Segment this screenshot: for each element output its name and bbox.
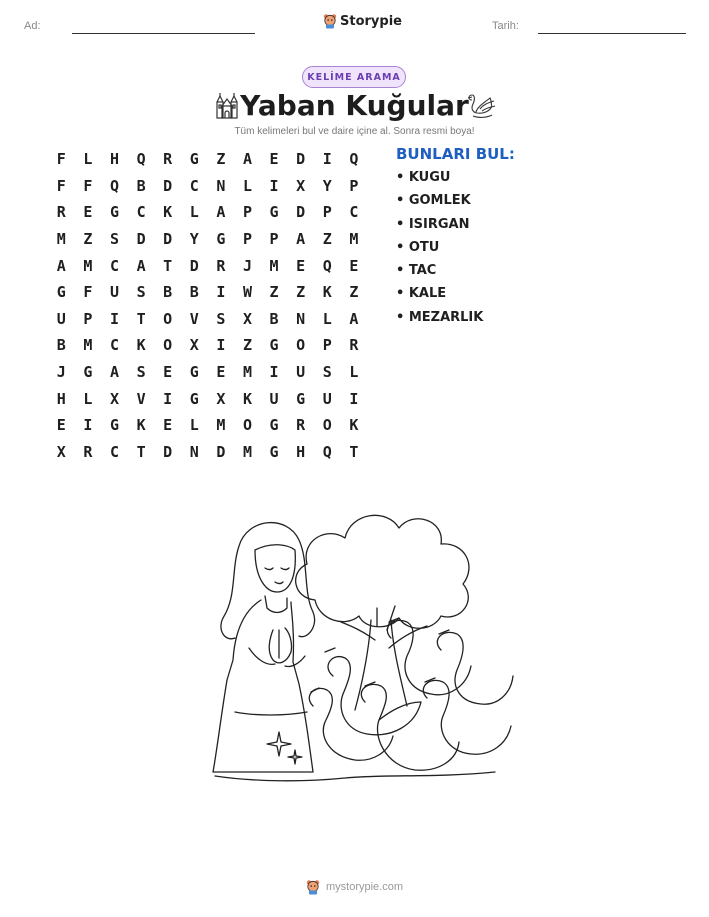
- grid-row: [48, 439, 367, 466]
- grid-letter[interactable]: Q: [322, 442, 332, 461]
- grid-letter[interactable]: D: [163, 176, 173, 195]
- grid-letter[interactable]: M: [269, 256, 279, 275]
- grid-row: [48, 226, 367, 253]
- tree-canopy: [296, 515, 469, 628]
- grid-letter[interactable]: G: [216, 230, 226, 249]
- grid-letter[interactable]: X: [189, 336, 199, 355]
- word-list: [396, 170, 483, 333]
- girl-dress: [213, 600, 313, 772]
- grid-letter[interactable]: N: [296, 309, 306, 328]
- grid-letter[interactable]: P: [83, 309, 93, 328]
- grid-letter[interactable]: L: [242, 176, 252, 195]
- grid-letter[interactable]: X: [296, 176, 306, 195]
- grid-letter[interactable]: S: [216, 309, 226, 328]
- grid-letter[interactable]: S: [136, 363, 146, 382]
- grid-letter[interactable]: Z: [216, 150, 226, 169]
- grid-letter[interactable]: G: [269, 336, 279, 355]
- grid-letter[interactable]: A: [109, 363, 119, 382]
- grid-letter[interactable]: D: [296, 203, 306, 222]
- grid-letter[interactable]: Q: [349, 150, 359, 169]
- grid-letter[interactable]: C: [109, 336, 119, 355]
- grid-letter[interactable]: I: [163, 389, 173, 408]
- grid-letter[interactable]: P: [322, 336, 332, 355]
- swan-2: [387, 620, 471, 694]
- grid-letter[interactable]: E: [163, 416, 173, 435]
- grid-letter[interactable]: D: [296, 150, 306, 169]
- grid-letter[interactable]: H: [296, 442, 306, 461]
- page-title: Yaban Kuğular: [240, 89, 469, 122]
- grid-letter[interactable]: U: [109, 283, 119, 302]
- grid-letter[interactable]: D: [189, 256, 199, 275]
- grid-letter[interactable]: T: [136, 442, 146, 461]
- girl-hair: [221, 523, 315, 639]
- grid-letter[interactable]: Z: [83, 230, 93, 249]
- grid-letter[interactable]: I: [216, 283, 226, 302]
- grid-letter[interactable]: G: [56, 283, 66, 302]
- grid-letter[interactable]: O: [163, 309, 173, 328]
- storypie-bear-logo-icon: [306, 879, 320, 895]
- grid-row: [48, 146, 367, 173]
- grid-letter[interactable]: L: [83, 150, 93, 169]
- grid-letter[interactable]: J: [56, 363, 66, 382]
- grid-row: [48, 306, 367, 333]
- grid-letter[interactable]: L: [189, 203, 199, 222]
- grid-letter[interactable]: M: [216, 416, 226, 435]
- grid-letter[interactable]: O: [296, 336, 306, 355]
- grid-letter[interactable]: T: [163, 256, 173, 275]
- grid-letter[interactable]: Q: [136, 150, 146, 169]
- grid-letter[interactable]: E: [163, 363, 173, 382]
- swan-6: [423, 680, 511, 754]
- grid-letter[interactable]: D: [136, 230, 146, 249]
- grid-letter[interactable]: P: [322, 203, 332, 222]
- grid-letter[interactable]: G: [296, 389, 306, 408]
- swan-4: [309, 688, 393, 760]
- grid-letter[interactable]: G: [189, 389, 199, 408]
- grid-letter[interactable]: M: [242, 363, 252, 382]
- grid-row: [48, 173, 367, 200]
- grid-letter[interactable]: F: [56, 150, 66, 169]
- grid-letter[interactable]: H: [109, 150, 119, 169]
- grid-letter[interactable]: M: [349, 230, 359, 249]
- word-list-item: • OTU: [396, 239, 440, 255]
- grid-row: [48, 252, 367, 279]
- grid-letter[interactable]: K: [322, 283, 332, 302]
- grid-letter[interactable]: I: [109, 309, 119, 328]
- instructions: Tüm kelimeleri bul ve daire içine al. Sonra resmi boya!: [234, 126, 475, 137]
- grid-letter[interactable]: C: [189, 176, 199, 195]
- grid-letter[interactable]: I: [83, 416, 93, 435]
- grid-letter[interactable]: E: [83, 203, 93, 222]
- word-list-item: • KUGU: [396, 170, 451, 185]
- grid-letter[interactable]: A: [216, 203, 226, 222]
- grid-letter[interactable]: A: [56, 256, 66, 275]
- name-line[interactable]: [72, 33, 255, 34]
- storypie-bear-logo-icon: [323, 13, 337, 29]
- grid-letter[interactable]: H: [56, 389, 66, 408]
- grid-letter[interactable]: G: [109, 203, 119, 222]
- grid-letter[interactable]: E: [296, 256, 306, 275]
- name-label: Ad:: [24, 20, 41, 32]
- tree-trunk: [341, 606, 427, 710]
- grid-letter[interactable]: D: [216, 442, 226, 461]
- grid-letter[interactable]: F: [83, 176, 93, 195]
- grid-letter[interactable]: O: [322, 416, 332, 435]
- grid-letter[interactable]: F: [56, 176, 66, 195]
- grid-letter[interactable]: J: [242, 256, 252, 275]
- swan-1: [328, 657, 421, 735]
- grid-letter[interactable]: I: [269, 176, 279, 195]
- coloring-illustration: [195, 480, 525, 800]
- grid-letter[interactable]: E: [269, 150, 279, 169]
- grid-letter[interactable]: B: [269, 309, 279, 328]
- grid-letter[interactable]: X: [242, 309, 252, 328]
- grid-letter[interactable]: V: [189, 309, 199, 328]
- grid-letter[interactable]: C: [136, 203, 146, 222]
- grid-letter[interactable]: S: [136, 283, 146, 302]
- grid-letter[interactable]: I: [269, 363, 279, 382]
- footer-url[interactable]: mystorypie.com: [325, 881, 404, 893]
- grid-letter[interactable]: X: [109, 389, 119, 408]
- grid-letter[interactable]: L: [322, 309, 332, 328]
- grid-row: [48, 332, 367, 359]
- grid-letter[interactable]: B: [56, 336, 66, 355]
- word-list-item: • TAC: [396, 263, 437, 279]
- grid-letter[interactable]: U: [56, 309, 66, 328]
- grid-letter[interactable]: O: [242, 416, 252, 435]
- grid-letter[interactable]: C: [349, 203, 359, 222]
- grid-letter[interactable]: L: [83, 389, 93, 408]
- grid-letter[interactable]: C: [109, 256, 119, 275]
- date-label: Tarih:: [492, 20, 519, 32]
- grid-letter[interactable]: E: [216, 363, 226, 382]
- grid-letter[interactable]: W: [242, 283, 252, 302]
- footer: [0, 879, 709, 895]
- grid-letter[interactable]: O: [163, 336, 173, 355]
- girl-hands: [269, 628, 291, 663]
- grid-letter[interactable]: S: [322, 363, 332, 382]
- grid-letter[interactable]: R: [349, 336, 359, 355]
- grid-row: [48, 385, 367, 412]
- grid-letter[interactable]: A: [136, 256, 146, 275]
- grid-letter[interactable]: P: [242, 203, 252, 222]
- activity-badge: KELİME ARAMA: [302, 66, 406, 88]
- grid-letter[interactable]: Z: [349, 283, 359, 302]
- grid-letter[interactable]: X: [56, 442, 66, 461]
- word-list-item: • ISIRGAN: [396, 216, 470, 232]
- grid-letter[interactable]: N: [216, 176, 226, 195]
- grid-letter[interactable]: A: [349, 309, 359, 328]
- grid-row: [48, 359, 367, 386]
- word-search-grid: [48, 146, 367, 465]
- grid-letter[interactable]: P: [242, 230, 252, 249]
- word-list-item: • KALE: [396, 286, 447, 302]
- grid-letter[interactable]: I: [216, 336, 226, 355]
- grid-letter[interactable]: I: [349, 389, 359, 408]
- grid-letter[interactable]: Z: [322, 230, 332, 249]
- grid-letter[interactable]: A: [242, 150, 252, 169]
- grid-letter[interactable]: M: [83, 336, 93, 355]
- grid-letter[interactable]: E: [56, 416, 66, 435]
- grid-letter[interactable]: G: [189, 363, 199, 382]
- grid-letter[interactable]: M: [83, 256, 93, 275]
- water-line: [215, 772, 495, 781]
- word-list-item: • MEZARLIK: [396, 309, 484, 325]
- grid-letter[interactable]: Q: [109, 176, 119, 195]
- grid-letter[interactable]: S: [109, 230, 119, 249]
- grid-letter[interactable]: T: [349, 442, 359, 461]
- brand-logo: [323, 13, 402, 29]
- grid-letter[interactable]: P: [349, 176, 359, 195]
- grid-letter[interactable]: G: [269, 416, 279, 435]
- grid-letter[interactable]: K: [242, 389, 252, 408]
- brand-name: Storypie: [340, 13, 402, 29]
- grid-letter[interactable]: U: [269, 389, 279, 408]
- grid-letter[interactable]: D: [163, 230, 173, 249]
- grid-letter[interactable]: B: [136, 176, 146, 195]
- grid-letter[interactable]: G: [83, 363, 93, 382]
- grid-letter[interactable]: N: [189, 442, 199, 461]
- grid-letter[interactable]: L: [189, 416, 199, 435]
- grid-letter[interactable]: T: [136, 309, 146, 328]
- grid-letter[interactable]: D: [163, 442, 173, 461]
- grid-letter[interactable]: G: [269, 442, 279, 461]
- grid-letter[interactable]: M: [242, 442, 252, 461]
- grid-letter[interactable]: V: [136, 389, 146, 408]
- grid-letter[interactable]: R: [56, 203, 66, 222]
- grid-letter[interactable]: U: [296, 363, 306, 382]
- grid-letter[interactable]: A: [296, 230, 306, 249]
- word-list-item: • GOMLEK: [396, 193, 471, 209]
- grid-letter[interactable]: G: [189, 150, 199, 169]
- grid-letter[interactable]: K: [349, 416, 359, 435]
- swan-icon: [464, 92, 498, 120]
- grid-letter[interactable]: R: [216, 256, 226, 275]
- swan-5: [361, 684, 459, 770]
- grid-letter[interactable]: F: [83, 283, 93, 302]
- grid-letter[interactable]: P: [269, 230, 279, 249]
- word-list-title: BUNLARI BUL:: [396, 145, 515, 163]
- grid-letter[interactable]: G: [269, 203, 279, 222]
- grid-row: [48, 412, 367, 439]
- grid-letter[interactable]: Y: [189, 230, 199, 249]
- grid-letter[interactable]: E: [349, 256, 359, 275]
- grid-letter[interactable]: B: [163, 283, 173, 302]
- grid-letter[interactable]: Z: [242, 336, 252, 355]
- grid-letter[interactable]: Q: [322, 256, 332, 275]
- grid-letter[interactable]: U: [322, 389, 332, 408]
- grid-letter[interactable]: X: [216, 389, 226, 408]
- grid-letter[interactable]: Z: [296, 283, 306, 302]
- grid-letter[interactable]: B: [189, 283, 199, 302]
- grid-letter[interactable]: I: [322, 150, 332, 169]
- grid-letter[interactable]: K: [136, 336, 146, 355]
- date-line[interactable]: [538, 33, 686, 34]
- grid-row: [48, 199, 367, 226]
- grid-letter[interactable]: L: [349, 363, 359, 382]
- grid-letter[interactable]: Z: [269, 283, 279, 302]
- grid-letter[interactable]: R: [83, 442, 93, 461]
- grid-letter[interactable]: C: [109, 442, 119, 461]
- grid-letter[interactable]: K: [136, 416, 146, 435]
- grid-letter[interactable]: R: [296, 416, 306, 435]
- grid-letter[interactable]: Y: [322, 176, 332, 195]
- grid-letter[interactable]: M: [56, 230, 66, 249]
- grid-row: [48, 279, 367, 306]
- grid-letter[interactable]: R: [163, 150, 173, 169]
- grid-letter[interactable]: G: [109, 416, 119, 435]
- grid-letter[interactable]: K: [163, 203, 173, 222]
